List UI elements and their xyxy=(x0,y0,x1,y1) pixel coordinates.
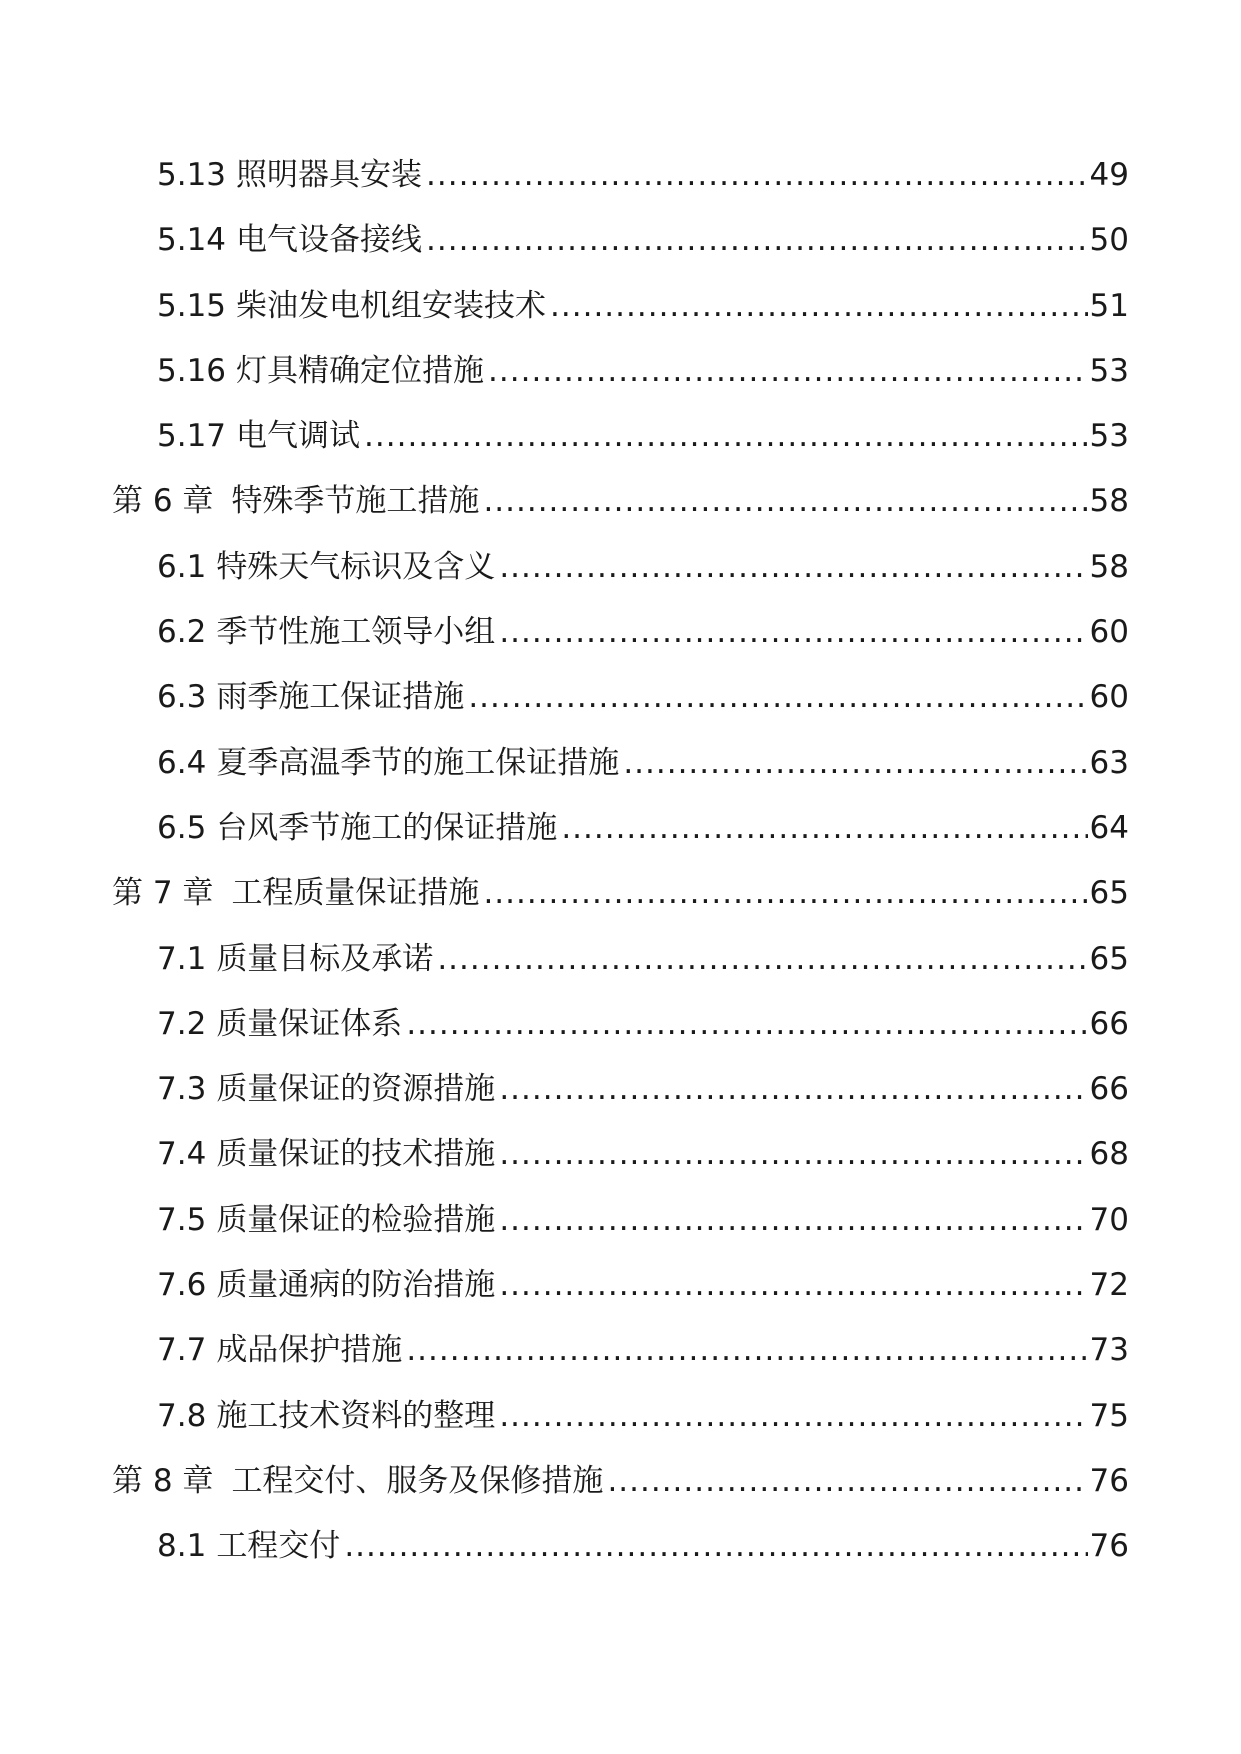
toc-dot-leader xyxy=(499,1133,1087,1175)
toc-entry-6-4[interactable] xyxy=(0,742,1241,807)
toc-page-number: 50 xyxy=(1088,219,1129,261)
toc-entry-title xyxy=(157,1003,406,1045)
toc-dot-leader xyxy=(483,872,1087,914)
toc-entry-7-4[interactable] xyxy=(0,1133,1241,1198)
toc-entry-title xyxy=(112,1460,607,1502)
toc-entry-8-1[interactable] xyxy=(0,1525,1241,1590)
toc-entry-number: 5.16 xyxy=(157,352,227,389)
toc-entry-text: 工程交付、服务及保修措施 xyxy=(231,1462,604,1499)
toc-entry-number: 6.5 xyxy=(157,809,207,846)
toc-entry-title xyxy=(157,1264,499,1306)
toc-entry-title xyxy=(157,807,561,849)
toc-entry-5-17[interactable] xyxy=(0,415,1241,480)
toc-page-number: 53 xyxy=(1088,415,1129,457)
toc-entry-number: 第 7 章 xyxy=(112,875,214,912)
toc-dot-leader xyxy=(561,807,1087,849)
toc-entry-number: 7.5 xyxy=(157,1201,207,1238)
toc-entry-5-15[interactable] xyxy=(0,285,1241,350)
toc-entry-text: 电气调试 xyxy=(236,418,361,455)
toc-dot-leader xyxy=(499,1068,1087,1110)
toc-entry-text: 施工技术资料的整理 xyxy=(216,1397,496,1434)
toc-entry-text: 夏季高温季节的施工保证措施 xyxy=(216,744,620,781)
toc-dot-leader xyxy=(406,1329,1087,1371)
toc-entry-number: 第 6 章 xyxy=(112,483,214,520)
toc-entry-text: 特殊天气标识及含义 xyxy=(216,548,496,585)
toc-entry-chapter-7[interactable] xyxy=(0,872,1241,937)
toc-entry-title xyxy=(157,219,426,261)
toc-page-number: 60 xyxy=(1088,611,1129,653)
toc-entry-text: 质量目标及承诺 xyxy=(216,940,434,977)
toc-entry-6-1[interactable] xyxy=(0,546,1241,611)
toc-page-number: 73 xyxy=(1088,1329,1129,1371)
toc-entry-6-3[interactable] xyxy=(0,676,1241,741)
toc-entry-chapter-8[interactable] xyxy=(0,1460,1241,1525)
toc-entry-number: 7.4 xyxy=(157,1136,207,1173)
toc-page-number: 51 xyxy=(1088,285,1129,327)
toc-page-number: 53 xyxy=(1088,350,1129,392)
toc-entry-title xyxy=(157,1133,499,1175)
toc-page-number: 68 xyxy=(1088,1133,1129,1175)
toc-entry-text: 季节性施工领导小组 xyxy=(216,614,496,651)
toc-entry-text: 质量保证的检验措施 xyxy=(216,1201,496,1238)
toc-entry-6-5[interactable] xyxy=(0,807,1241,872)
toc-dot-leader xyxy=(483,480,1087,522)
toc-entry-text: 雨季施工保证措施 xyxy=(216,679,465,716)
toc-entry-title xyxy=(157,415,364,457)
toc-entry-title xyxy=(157,742,623,784)
toc-page-number: 66 xyxy=(1088,1003,1129,1045)
toc-entry-title xyxy=(157,1199,499,1241)
toc-entry-number: 7.3 xyxy=(157,1071,207,1108)
toc-entry-7-6[interactable] xyxy=(0,1264,1241,1329)
toc-entry-text: 灯具精确定位措施 xyxy=(236,352,485,389)
toc-entry-7-2[interactable] xyxy=(0,1003,1241,1068)
toc-entry-number: 5.14 xyxy=(157,222,227,259)
toc-dot-leader xyxy=(623,742,1087,784)
toc-entry-text: 柴油发电机组安装技术 xyxy=(236,287,547,324)
toc-entry-number: 8.1 xyxy=(157,1528,207,1565)
toc-entry-title xyxy=(112,872,483,914)
table-of-contents xyxy=(0,154,1241,1591)
toc-entry-number: 7.6 xyxy=(157,1267,207,1304)
toc-entry-number: 7.8 xyxy=(157,1397,207,1434)
toc-entry-7-5[interactable] xyxy=(0,1199,1241,1264)
toc-dot-leader xyxy=(499,1199,1087,1241)
toc-page-number: 65 xyxy=(1088,872,1129,914)
toc-entry-number: 7.2 xyxy=(157,1005,207,1042)
toc-entry-title xyxy=(157,546,499,588)
toc-entry-title xyxy=(157,676,468,718)
toc-entry-text: 工程质量保证措施 xyxy=(231,875,480,912)
toc-dot-leader xyxy=(488,350,1088,392)
toc-entry-number: 5.13 xyxy=(157,157,227,193)
toc-entry-text: 电气设备接线 xyxy=(236,222,423,259)
toc-entry-7-7[interactable] xyxy=(0,1329,1241,1394)
toc-dot-leader xyxy=(426,219,1088,261)
toc-dot-leader xyxy=(499,1264,1087,1306)
toc-dot-leader xyxy=(550,285,1088,327)
toc-page-number: 58 xyxy=(1088,480,1129,522)
toc-entry-number: 7.7 xyxy=(157,1332,207,1369)
toc-page-number: 63 xyxy=(1088,742,1129,784)
toc-entry-text: 工程交付 xyxy=(216,1528,341,1565)
toc-dot-leader xyxy=(607,1460,1087,1502)
toc-entry-text: 质量保证的技术措施 xyxy=(216,1136,496,1173)
toc-entry-number: 6.4 xyxy=(157,744,207,781)
toc-entry-number: 5.17 xyxy=(157,418,227,455)
toc-entry-number: 第 8 章 xyxy=(112,1462,214,1499)
toc-entry-5-13[interactable] xyxy=(0,154,1241,219)
toc-page-number: 76 xyxy=(1088,1525,1129,1567)
toc-dot-leader xyxy=(499,611,1087,653)
toc-entry-6-2[interactable] xyxy=(0,611,1241,676)
toc-page-number: 49 xyxy=(1088,154,1129,196)
toc-entry-number: 6.2 xyxy=(157,614,207,651)
toc-page-number: 65 xyxy=(1088,938,1129,980)
toc-entry-7-1[interactable] xyxy=(0,938,1241,1003)
toc-entry-number: 5.15 xyxy=(157,287,227,324)
toc-entry-title xyxy=(157,154,426,196)
toc-page-number: 64 xyxy=(1088,807,1129,849)
toc-dot-leader xyxy=(406,1003,1087,1045)
toc-dot-leader xyxy=(426,154,1088,196)
toc-entry-text: 质量通病的防治措施 xyxy=(216,1267,496,1304)
toc-entry-number: 6.3 xyxy=(157,679,207,716)
toc-entry-7-8[interactable] xyxy=(0,1395,1241,1460)
toc-entry-5-14[interactable] xyxy=(0,219,1241,284)
toc-entry-title xyxy=(157,938,437,980)
toc-entry-title xyxy=(157,1068,499,1110)
toc-entry-text: 照明器具安装 xyxy=(236,157,423,193)
toc-entry-5-16[interactable] xyxy=(0,350,1241,415)
toc-page-number: 58 xyxy=(1088,546,1129,588)
toc-page-number: 72 xyxy=(1088,1264,1129,1306)
toc-entry-title xyxy=(157,1329,406,1371)
toc-entry-title xyxy=(157,350,488,392)
toc-entry-text: 质量保证体系 xyxy=(216,1005,403,1042)
toc-dot-leader xyxy=(499,546,1087,588)
toc-page-number: 70 xyxy=(1088,1199,1129,1241)
toc-dot-leader xyxy=(468,676,1087,718)
toc-entry-text: 特殊季节施工措施 xyxy=(231,483,480,520)
toc-dot-leader xyxy=(364,415,1088,457)
toc-dot-leader xyxy=(344,1525,1087,1567)
toc-entry-title xyxy=(157,1395,499,1437)
toc-entry-text: 台风季节施工的保证措施 xyxy=(216,809,558,846)
toc-entry-text: 质量保证的资源措施 xyxy=(216,1071,496,1108)
toc-entry-number: 6.1 xyxy=(157,548,207,585)
toc-entry-7-3[interactable] xyxy=(0,1068,1241,1133)
toc-dot-leader xyxy=(499,1395,1087,1437)
toc-page-number: 66 xyxy=(1088,1068,1129,1110)
toc-page-number: 76 xyxy=(1088,1460,1129,1502)
toc-entry-title xyxy=(112,480,483,522)
toc-entry-number: 7.1 xyxy=(157,940,207,977)
toc-dot-leader xyxy=(437,938,1087,980)
toc-entry-title xyxy=(157,1525,344,1567)
toc-entry-title xyxy=(157,285,550,327)
toc-page-number: 75 xyxy=(1088,1395,1129,1437)
toc-entry-chapter-6[interactable] xyxy=(0,480,1241,545)
toc-entry-text: 成品保护措施 xyxy=(216,1332,403,1369)
toc-page-number: 60 xyxy=(1088,676,1129,718)
toc-entry-title xyxy=(157,611,499,653)
